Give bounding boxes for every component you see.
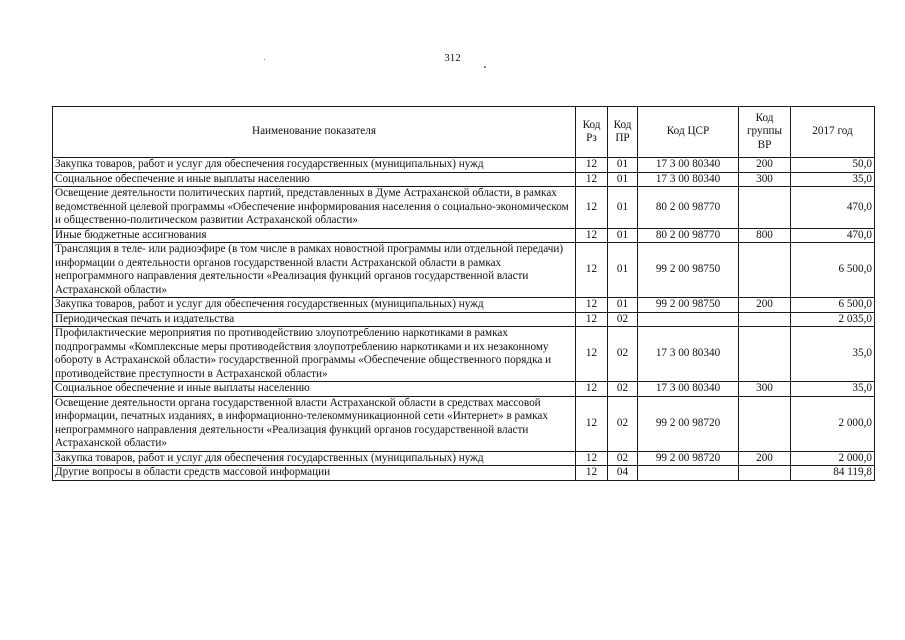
cell-pr: 02 (608, 312, 638, 327)
cell-pr: 01 (608, 298, 638, 313)
cell-amount: 2 000,0 (791, 396, 875, 451)
cell-rz: 12 (576, 298, 608, 313)
cell-csr: 17 3 00 80340 (638, 327, 739, 382)
cell-name: Освещение деятельности органа государственной власти Астраханской области в средствах массовой информации, печатных изданиях, в информационно-телекоммуникационной сети «Интернет» в рамках непрограммного направления деятельности «Реализация функций органов государственной власти Астраханской области» (53, 396, 576, 451)
cell-amount: 35,0 (791, 327, 875, 382)
cell-vr (739, 327, 791, 382)
cell-vr: 200 (739, 451, 791, 466)
cell-amount: 35,0 (791, 382, 875, 397)
cell-csr: 99 2 00 98720 (638, 396, 739, 451)
budget-table (52, 106, 875, 481)
cell-vr (739, 243, 791, 298)
cell-amount: 6 500,0 (791, 243, 875, 298)
cell-rz: 12 (576, 158, 608, 173)
cell-rz: 12 (576, 382, 608, 397)
cell-name: Закупка товаров, работ и услуг для обеспечения государственных (муниципальных) нужд (53, 298, 576, 313)
cell-rz: 12 (576, 327, 608, 382)
cell-csr: 17 3 00 80340 (638, 172, 739, 187)
header-vr: Код группы ВР (739, 107, 791, 158)
page-number: 312 (444, 52, 461, 64)
table-row (53, 312, 875, 327)
cell-name: Освещение деятельности политических партий, представленных в Думе Астраханской области, в рамках ведомственной целевой программы «Обеспечение информирования населения о социально-экономическом и общественно-политическом развитии Астраханской области» (53, 187, 576, 229)
header-rz: Код Рз (576, 107, 608, 158)
table-body (53, 158, 875, 481)
cell-amount: 2 000,0 (791, 451, 875, 466)
cell-rz: 12 (576, 451, 608, 466)
cell-csr: 99 2 00 98750 (638, 243, 739, 298)
header-amount: 2017 год (791, 107, 875, 158)
table-row (53, 187, 875, 229)
cell-amount: 470,0 (791, 187, 875, 229)
cell-name: Профилактические мероприятия по противодействию злоупотреблению наркотиками в рамках подпрограммы «Комплексные меры противодействия злоупотреблению наркотиками и их незаконному обороту в Астраханской области» государственной программы «Обеспечение общественного порядка и противодействие преступности в Астраханской области» (53, 327, 576, 382)
table-row (53, 172, 875, 187)
cell-vr: 300 (739, 382, 791, 397)
table-row (53, 298, 875, 313)
table-row (53, 228, 875, 243)
table-row (53, 396, 875, 451)
cell-pr: 02 (608, 382, 638, 397)
cell-pr: 02 (608, 327, 638, 382)
header-pr: Код ПР (608, 107, 638, 158)
table-row (53, 382, 875, 397)
cell-name: Иные бюджетные ассигнования (53, 228, 576, 243)
cell-csr: 80 2 00 98770 (638, 228, 739, 243)
cell-vr (739, 187, 791, 229)
header-name: Наименование показателя (53, 107, 576, 158)
cell-name: Периодическая печать и издательства (53, 312, 576, 327)
table-row (53, 451, 875, 466)
cell-rz: 12 (576, 187, 608, 229)
cell-csr: 99 2 00 98750 (638, 298, 739, 313)
table-row (53, 466, 875, 481)
scan-speck (484, 66, 486, 68)
cell-pr: 01 (608, 158, 638, 173)
cell-name: Другие вопросы в области средств массовой информации (53, 466, 576, 481)
cell-csr (638, 312, 739, 327)
cell-name: Социальное обеспечение и иные выплаты населению (53, 172, 576, 187)
cell-amount: 50,0 (791, 158, 875, 173)
cell-pr: 01 (608, 172, 638, 187)
cell-amount: 2 035,0 (791, 312, 875, 327)
cell-amount: 470,0 (791, 228, 875, 243)
cell-name: Закупка товаров, работ и услуг для обеспечения государственных (муниципальных) нужд (53, 158, 576, 173)
cell-name: Социальное обеспечение и иные выплаты населению (53, 382, 576, 397)
cell-rz: 12 (576, 466, 608, 481)
cell-vr (739, 396, 791, 451)
cell-pr: 01 (608, 187, 638, 229)
cell-pr: 01 (608, 228, 638, 243)
cell-vr: 800 (739, 228, 791, 243)
cell-pr: 01 (608, 243, 638, 298)
cell-vr: 300 (739, 172, 791, 187)
cell-rz: 12 (576, 312, 608, 327)
cell-rz: 12 (576, 228, 608, 243)
cell-vr: 200 (739, 158, 791, 173)
cell-vr: 200 (739, 298, 791, 313)
cell-amount: 84 119,8 (791, 466, 875, 481)
cell-amount: 35,0 (791, 172, 875, 187)
cell-csr: 17 3 00 80340 (638, 382, 739, 397)
cell-csr: 99 2 00 98720 (638, 451, 739, 466)
table-row (53, 243, 875, 298)
cell-csr: 17 3 00 80340 (638, 158, 739, 173)
cell-name: Закупка товаров, работ и услуг для обеспечения государственных (муниципальных) нужд (53, 451, 576, 466)
cell-vr (739, 466, 791, 481)
table-header-row (53, 107, 875, 158)
cell-pr: 02 (608, 396, 638, 451)
cell-pr: 04 (608, 466, 638, 481)
cell-rz: 12 (576, 243, 608, 298)
scan-speck (264, 59, 265, 60)
cell-vr (739, 312, 791, 327)
header-csr: Код ЦСР (638, 107, 739, 158)
cell-amount: 6 500,0 (791, 298, 875, 313)
cell-name: Трансляция в теле- или радиоэфире (в том числе в рамках новостной программы или отдельной передачи) информации о деятельности органов государственной власти Астраханской области в рамках непрограммного направления деятельности «Реализация функций органов государственной власти Астраханской области» (53, 243, 576, 298)
cell-csr: 80 2 00 98770 (638, 187, 739, 229)
table-row (53, 327, 875, 382)
cell-rz: 12 (576, 172, 608, 187)
cell-csr (638, 466, 739, 481)
table-row (53, 158, 875, 173)
cell-pr: 02 (608, 451, 638, 466)
cell-rz: 12 (576, 396, 608, 451)
